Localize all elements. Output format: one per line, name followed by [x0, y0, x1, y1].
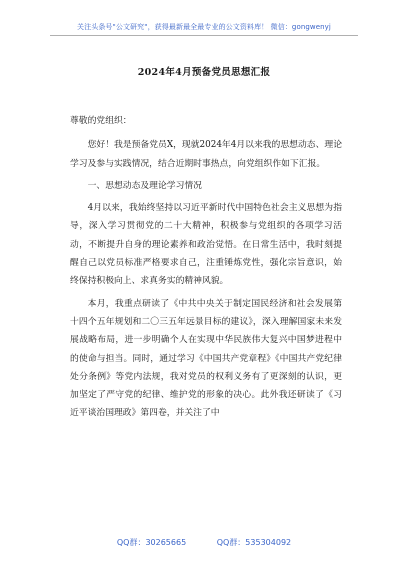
paragraph-study: 4月以来，我始终坚持以习近平新时代中国特色社会主义思想为指导，深入学习贯彻党的二十大精神，积极参与党组织的各项学习活动，不断提升自身的理论素养和政治觉悟。在日常生活中，我时刻提醒自己以党员标准严格要求自己，注重锤炼党性，强化宗旨意识，始终保持积极向上、求真务实的精神风貌。 — [70, 203, 342, 287]
section-heading: 一、思想动态及理论学习情况 — [87, 180, 202, 191]
qq-group-1: QQ群：30265665 — [116, 538, 187, 547]
document-body — [70, 112, 342, 427]
salutation: 尊敬的党组织： — [70, 116, 132, 126]
header-banner: 关注头条号"公文研究"，获得最新最全最专业的公文资料库！ 微信：gongwenyj — [77, 23, 331, 31]
paragraph-intro: 您好！我是预备党员X，现就2024年4月以来我的思想动态、理论学习及参与实践情况，结合近期时事热点，向党组织作如下汇报。 — [70, 140, 342, 169]
paragraph-reading: 本月，我重点研读了《中共中央关于制定国民经济和社会发展第十四个五年规划和二〇三五年远景目标的建议》，深入理解国家未来发展战略布局，进一步明确个人在实现中华民族伟大复兴中国梦进程中的使命与担当。同时，通过学习《中国共产党章程》《中国共产党纪律处分条例》等党内法规，我对党员的权利义务有了更深刻的认识，更加坚定了严守党的纪律、维护党的形象的决心。此外我还研读了《习近平谈治国理政》第四卷，并关注了中 — [70, 298, 342, 419]
document-title: 2024年4月预备党员思想汇报 — [137, 67, 271, 78]
footer-qq-groups — [0, 537, 408, 548]
header-divider — [50, 35, 358, 36]
qq-group-2: QQ群：535304092 — [216, 538, 292, 547]
